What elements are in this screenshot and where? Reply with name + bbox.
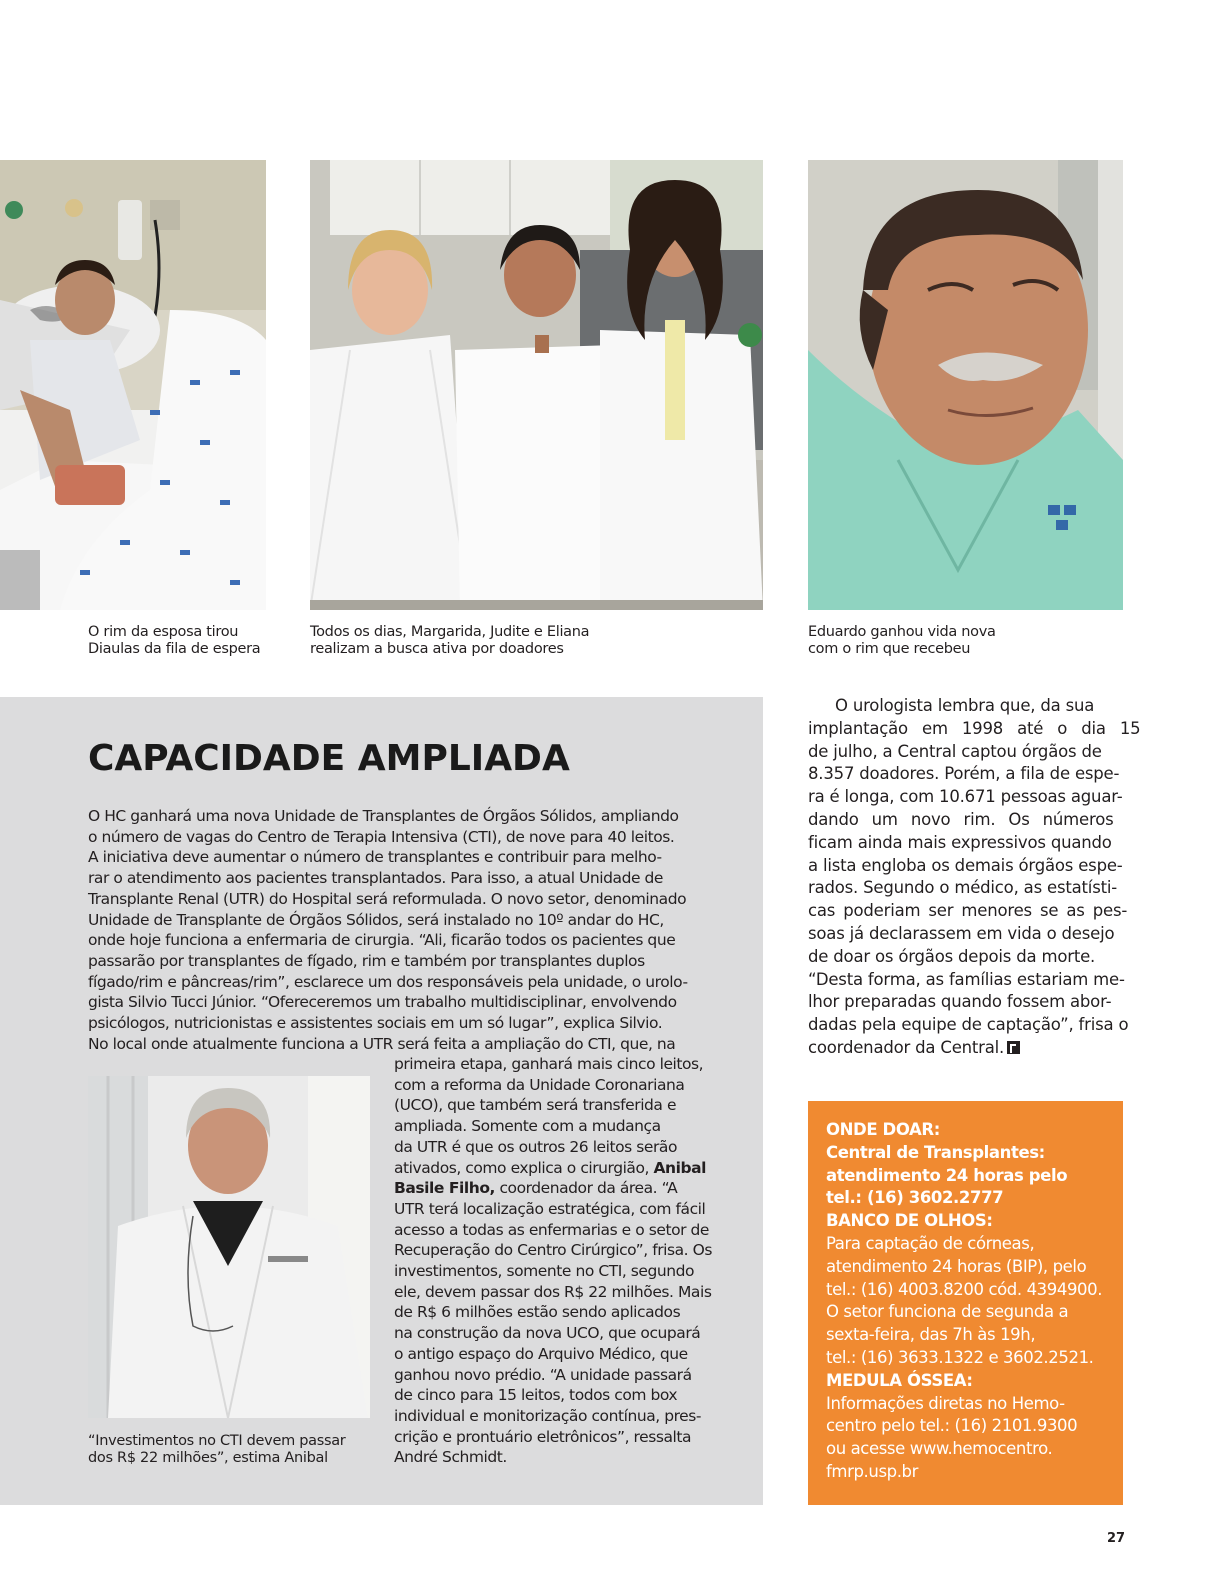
body-line: acesso a todas as enfermarias e o setor de — [394, 1220, 709, 1239]
body-line: (UCO), que também será transferida e — [394, 1096, 677, 1115]
body-line: passarão por transplantes de fígado, rim e também por transplantes duplos — [88, 951, 645, 970]
body-line: de cinco para 15 leitos, todos com box — [394, 1386, 678, 1405]
photo-three-women — [310, 160, 763, 610]
body-line: gista Silvio Tucci Júnior. “Ofereceremos um trabalho multidisciplinar, envolvendo — [88, 993, 677, 1012]
donate-heading: ONDE DOAR: — [826, 1120, 940, 1139]
page-number: 27 — [1107, 1531, 1126, 1546]
body-line: individual e monitorização contínua, pres- — [394, 1406, 702, 1425]
bone-marrow-line: fmrp.usp.br — [826, 1461, 919, 1481]
caption-line: Diaulas da fila de espera — [88, 641, 261, 657]
caption-eduardo — [808, 624, 996, 658]
body-line: de doar os órgãos depois da morte. — [808, 946, 1096, 966]
caption-line: com o rim que recebeu — [808, 641, 971, 657]
eye-bank-line: tel.: (16) 3633.1322 e 3602.2521. — [826, 1347, 1094, 1367]
body-line: rar o atendimento aos pacientes transplantados. Para isso, a atual Unidade de — [88, 869, 664, 888]
body-line — [394, 1178, 712, 1199]
central-line: atendimento 24 horas pelo — [826, 1165, 1068, 1185]
body-line: a lista engloba os demais órgãos espe- — [808, 855, 1123, 875]
eye-bank-line: sexta-feira, das 7h às 19h, — [826, 1325, 1036, 1345]
caption-line: “Investimentos no CTI devem passar — [88, 1433, 346, 1449]
body-line — [394, 1158, 712, 1179]
body-line: soas já declarassem em vida o desejo — [808, 923, 1115, 943]
right-column-text — [808, 695, 1141, 1060]
body-line: Recuperação do Centro Cirúrgico”, frisa. Os — [394, 1241, 712, 1260]
article-body-narrow — [394, 1054, 712, 1468]
body-line: onde hoje funciona a enfermaria de cirurgia. “Ali, ficarão todos os pacientes que — [88, 931, 676, 950]
central-line: tel.: (16) 3602.2777 — [826, 1188, 1004, 1208]
body-line: na construção da nova UCO, que ocupará — [394, 1324, 701, 1343]
body-line: dando um novo rim. Os números — [808, 809, 1114, 829]
bone-marrow-line: centro pelo tel.: (16) 2101.9300 — [826, 1416, 1078, 1436]
body-text-run: coordenador da área. “A — [494, 1179, 678, 1198]
caption-line: Todos os dias, Margarida, Judite e Eliana — [310, 624, 590, 640]
body-line: o número de vagas do Centro de Terapia Intensiva (CTI), de nove para 40 leitos. — [88, 827, 675, 846]
eye-bank-line: Para captação de córneas, — [826, 1233, 1035, 1253]
body-line: Unidade de Transplante de Órgãos Sólidos, será instalado no 10º andar do HC, — [88, 910, 664, 929]
caption-line: realizam a busca ativa por doadores — [310, 641, 564, 657]
body-line: André Schmidt. — [394, 1448, 507, 1467]
caption-line: dos R$ 22 milhões”, estima Anibal — [88, 1450, 328, 1466]
body-line: Transplante Renal (UTR) do Hospital será reformulada. O novo setor, denominado — [88, 889, 687, 908]
end-of-article-icon — [1007, 1041, 1020, 1054]
body-line: lhor preparadas quando fossem abor- — [808, 992, 1112, 1012]
body-line: dadas pela equipe de captação”, frisa o — [808, 1015, 1129, 1035]
body-line: cas poderiam ser menores se as pes- — [808, 901, 1128, 921]
body-line: A iniciativa deve aumentar o número de transplantes e contribuir para melho- — [88, 848, 662, 867]
body-line: primeira etapa, ganhará mais cinco leitos, — [394, 1055, 704, 1073]
surgeon-surname: Basile Filho, — [394, 1179, 495, 1198]
bone-marrow-heading: MEDULA ÓSSEA: — [826, 1370, 973, 1390]
body-line: No local onde atualmente funciona a UTR será feita a ampliação do CTI, que, na — [88, 1034, 676, 1053]
body-line: fígado/rim e pâncreas/rim”, esclarece um dos responsáveis pela unidade, o urolo- — [88, 972, 688, 991]
body-line: O urologista lembra que, da sua — [835, 696, 1095, 715]
body-line: de julho, a Central captou órgãos de — [808, 741, 1102, 761]
body-line: implantação em 1998 até o dia 15 — [808, 718, 1141, 738]
body-line: 8.357 doadores. Porém, a fila de espe- — [808, 764, 1120, 784]
body-text-run: coordenador da Central. — [808, 1037, 1005, 1057]
body-line: investimentos, somente no CTI, segundo — [394, 1262, 695, 1281]
caption-line: Eduardo ganhou vida nova — [808, 624, 996, 640]
article-body-full — [88, 806, 688, 1054]
photo-patient-bed — [0, 160, 266, 610]
body-line: ganhou novo prédio. “A unidade passará — [394, 1365, 692, 1384]
body-line: ele, devem passar dos R$ 22 milhões. Mais — [394, 1282, 712, 1301]
donation-info-text — [826, 1119, 1126, 1484]
caption-patient-bed — [88, 624, 260, 658]
body-line: UTR terá localização estratégica, com fácil — [394, 1199, 706, 1218]
body-line: rados. Segundo o médico, as estatísti- — [808, 878, 1117, 898]
body-line: “Desta forma, as famílias estariam me- — [808, 969, 1125, 989]
body-line: ampliada. Somente com a mudança — [394, 1117, 661, 1136]
body-line: psicólogos, nutricionistas e assistentes sociais em um só lugar”, explica Silvio. — [88, 1014, 663, 1033]
photo-anibal — [88, 1076, 370, 1418]
bone-marrow-line: Informações diretas no Hemo- — [826, 1393, 1065, 1413]
eye-bank-line: O setor funciona de segunda a — [826, 1302, 1069, 1322]
photo-eduardo — [808, 160, 1123, 610]
body-line: ra é longa, com 10.671 pessoas aguar- — [808, 787, 1123, 807]
body-line: com a reforma da Unidade Coronariana — [394, 1075, 685, 1094]
caption-line: O rim da esposa tirou — [88, 624, 239, 640]
body-line: ficam ainda mais expressivos quando — [808, 832, 1112, 852]
eye-bank-line: tel.: (16) 4003.8200 cód. 4394900. — [826, 1279, 1103, 1299]
article-headline: CAPACIDADE AMPLIADA — [88, 738, 570, 779]
body-line: crição e prontuário eletrônicos”, ressalta — [394, 1427, 692, 1446]
eye-bank-heading: BANCO DE OLHOS: — [826, 1211, 993, 1231]
body-text-run: ativados, como explica o cirurgião, — [394, 1158, 649, 1177]
caption-three-women — [310, 624, 589, 658]
caption-anibal — [88, 1433, 345, 1467]
central-title: Central de Transplantes: — [826, 1142, 1045, 1162]
body-line: O HC ganhará uma nova Unidade de Transplantes de Órgãos Sólidos, ampliando — [88, 807, 679, 825]
surgeon-name: Anibal — [653, 1158, 706, 1177]
bone-marrow-line: ou acesse www.hemocentro. — [826, 1439, 1053, 1459]
body-line — [808, 1037, 1123, 1060]
body-line: de R$ 6 milhões estão sendo aplicados — [394, 1303, 681, 1322]
body-line: o antigo espaço do Arquivo Médico, que — [394, 1344, 688, 1363]
eye-bank-line: atendimento 24 horas (BIP), pelo — [826, 1256, 1087, 1276]
body-line: da UTR é que os outros 26 leitos serão — [394, 1137, 677, 1156]
